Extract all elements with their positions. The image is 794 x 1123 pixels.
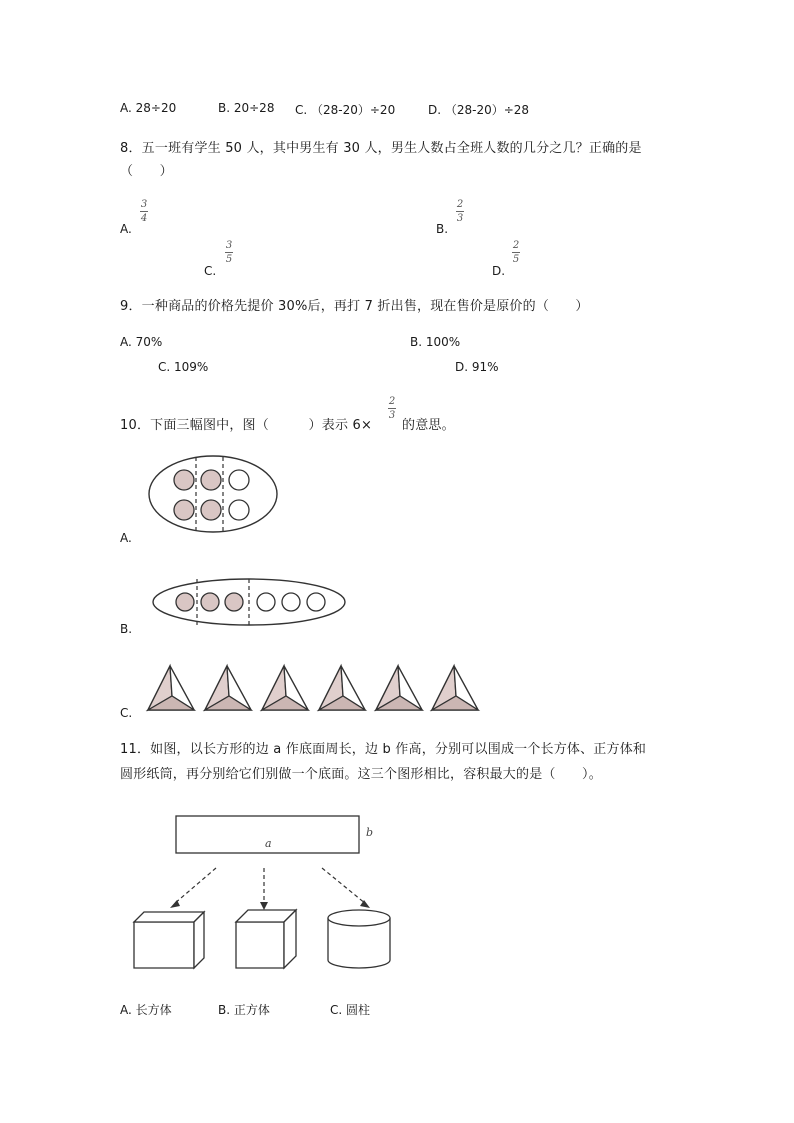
fraction-denominator: 3 <box>456 213 464 224</box>
empty-circle <box>229 470 249 490</box>
q9-option-c: C. 109% <box>158 360 209 374</box>
arrowhead <box>360 900 370 908</box>
q8-option-d-label: D. <box>492 264 506 278</box>
q10-fraction <box>388 396 396 421</box>
q10-label-c: C. <box>120 706 133 720</box>
shaded-circle <box>201 470 221 490</box>
pyramid-icon <box>319 666 365 710</box>
q8-option-b-label: B. <box>436 222 449 236</box>
q10-figure-b <box>152 577 346 627</box>
shaded-circle <box>201 500 221 520</box>
q8-option-b-fraction <box>456 199 464 224</box>
ellipse-outline <box>149 456 277 532</box>
fraction-bar <box>388 408 396 409</box>
shaded-circle <box>174 500 194 520</box>
q9-option-d: D. 91% <box>455 360 499 374</box>
q11-diagram <box>130 812 380 972</box>
q7-option-c: C. （28-20）÷20 <box>295 103 396 117</box>
fraction-bar <box>140 211 148 212</box>
q11-option-c: C. 圆柱 <box>330 1003 371 1017</box>
fraction-numerator: 2 <box>456 199 464 210</box>
shaded-circle <box>176 593 194 611</box>
empty-circle <box>282 593 300 611</box>
dashed-arrow <box>174 868 216 904</box>
empty-circle <box>257 593 275 611</box>
arrowhead <box>170 900 180 908</box>
pyramid-icon <box>262 666 308 710</box>
cylinder-shape <box>328 910 390 968</box>
fraction-numerator: 2 <box>512 240 520 251</box>
shaded-circle <box>225 593 243 611</box>
pyramid-icon <box>432 666 478 710</box>
q8-text-line2: （ ） <box>120 164 173 179</box>
empty-circle <box>229 500 249 520</box>
cube-shape <box>236 910 296 968</box>
arrowhead <box>260 902 268 910</box>
pyramid-icon <box>376 666 422 710</box>
q7-option-d: D. （28-20）÷28 <box>428 103 530 117</box>
pyramid-icon <box>205 666 251 710</box>
q8-option-c-fraction <box>225 240 233 265</box>
fraction-bar <box>456 211 464 212</box>
q11-label-a: a <box>265 837 272 850</box>
fraction-denominator: 3 <box>388 410 396 421</box>
fraction-numerator: 2 <box>388 396 396 407</box>
fraction-numerator: 3 <box>225 240 233 251</box>
q11-text-line1: 11．如图，以长方形的边 a 作底面周长，边 b 作高，分别可以围成一个长方体、正方体和 <box>120 742 647 757</box>
q8-option-c-label: C. <box>204 264 217 278</box>
dashed-arrow <box>322 868 366 904</box>
q10-text-after: 的意思。 <box>402 418 455 433</box>
shaded-circle <box>174 470 194 490</box>
q8-text-line1: 8．五一班有学生 50 人，其中男生有 30 人，男生人数占全班人数的几分之几？正确的是 <box>120 141 642 156</box>
cuboid-shape <box>134 912 204 968</box>
fraction-denominator: 5 <box>225 254 233 265</box>
q11-option-b: B. 正方体 <box>218 1003 270 1017</box>
fraction-denominator: 5 <box>512 254 520 265</box>
q10-text-before: 10．下面三幅图中，图（ ）表示 6× <box>120 418 373 433</box>
shaded-circle <box>201 593 219 611</box>
q11-text-line2: 圆形纸筒，再分别给它们别做一个底面。这三个图形相比，容积最大的是（ ）。 <box>120 767 602 782</box>
q7-option-b: B. 20÷28 <box>218 101 275 115</box>
q7-option-a: A. 28÷20 <box>120 101 177 115</box>
q10-figure-c <box>146 664 478 714</box>
fraction-bar <box>512 252 520 253</box>
q11-option-a: A. 长方体 <box>120 1003 172 1017</box>
fraction-bar <box>225 252 233 253</box>
fraction-denominator: 4 <box>140 213 148 224</box>
q9-text: 9．一种商品的价格先提价 30%后，再打 7 折出售，现在售价是原价的（ ） <box>120 299 589 314</box>
pyramid-icon <box>148 666 194 710</box>
q11-label-b: b <box>366 826 374 839</box>
q9-option-b: B. 100% <box>410 335 461 349</box>
q8-option-a-fraction <box>140 199 148 224</box>
q10-label-b: B. <box>120 622 133 636</box>
empty-circle <box>307 593 325 611</box>
fraction-numerator: 3 <box>140 199 148 210</box>
q10-figure-a <box>148 454 278 534</box>
q10-label-a: A. <box>120 531 132 545</box>
q8-option-a-label: A. <box>120 222 132 236</box>
q9-option-a: A. 70% <box>120 335 163 349</box>
q8-option-d-fraction <box>512 240 520 265</box>
